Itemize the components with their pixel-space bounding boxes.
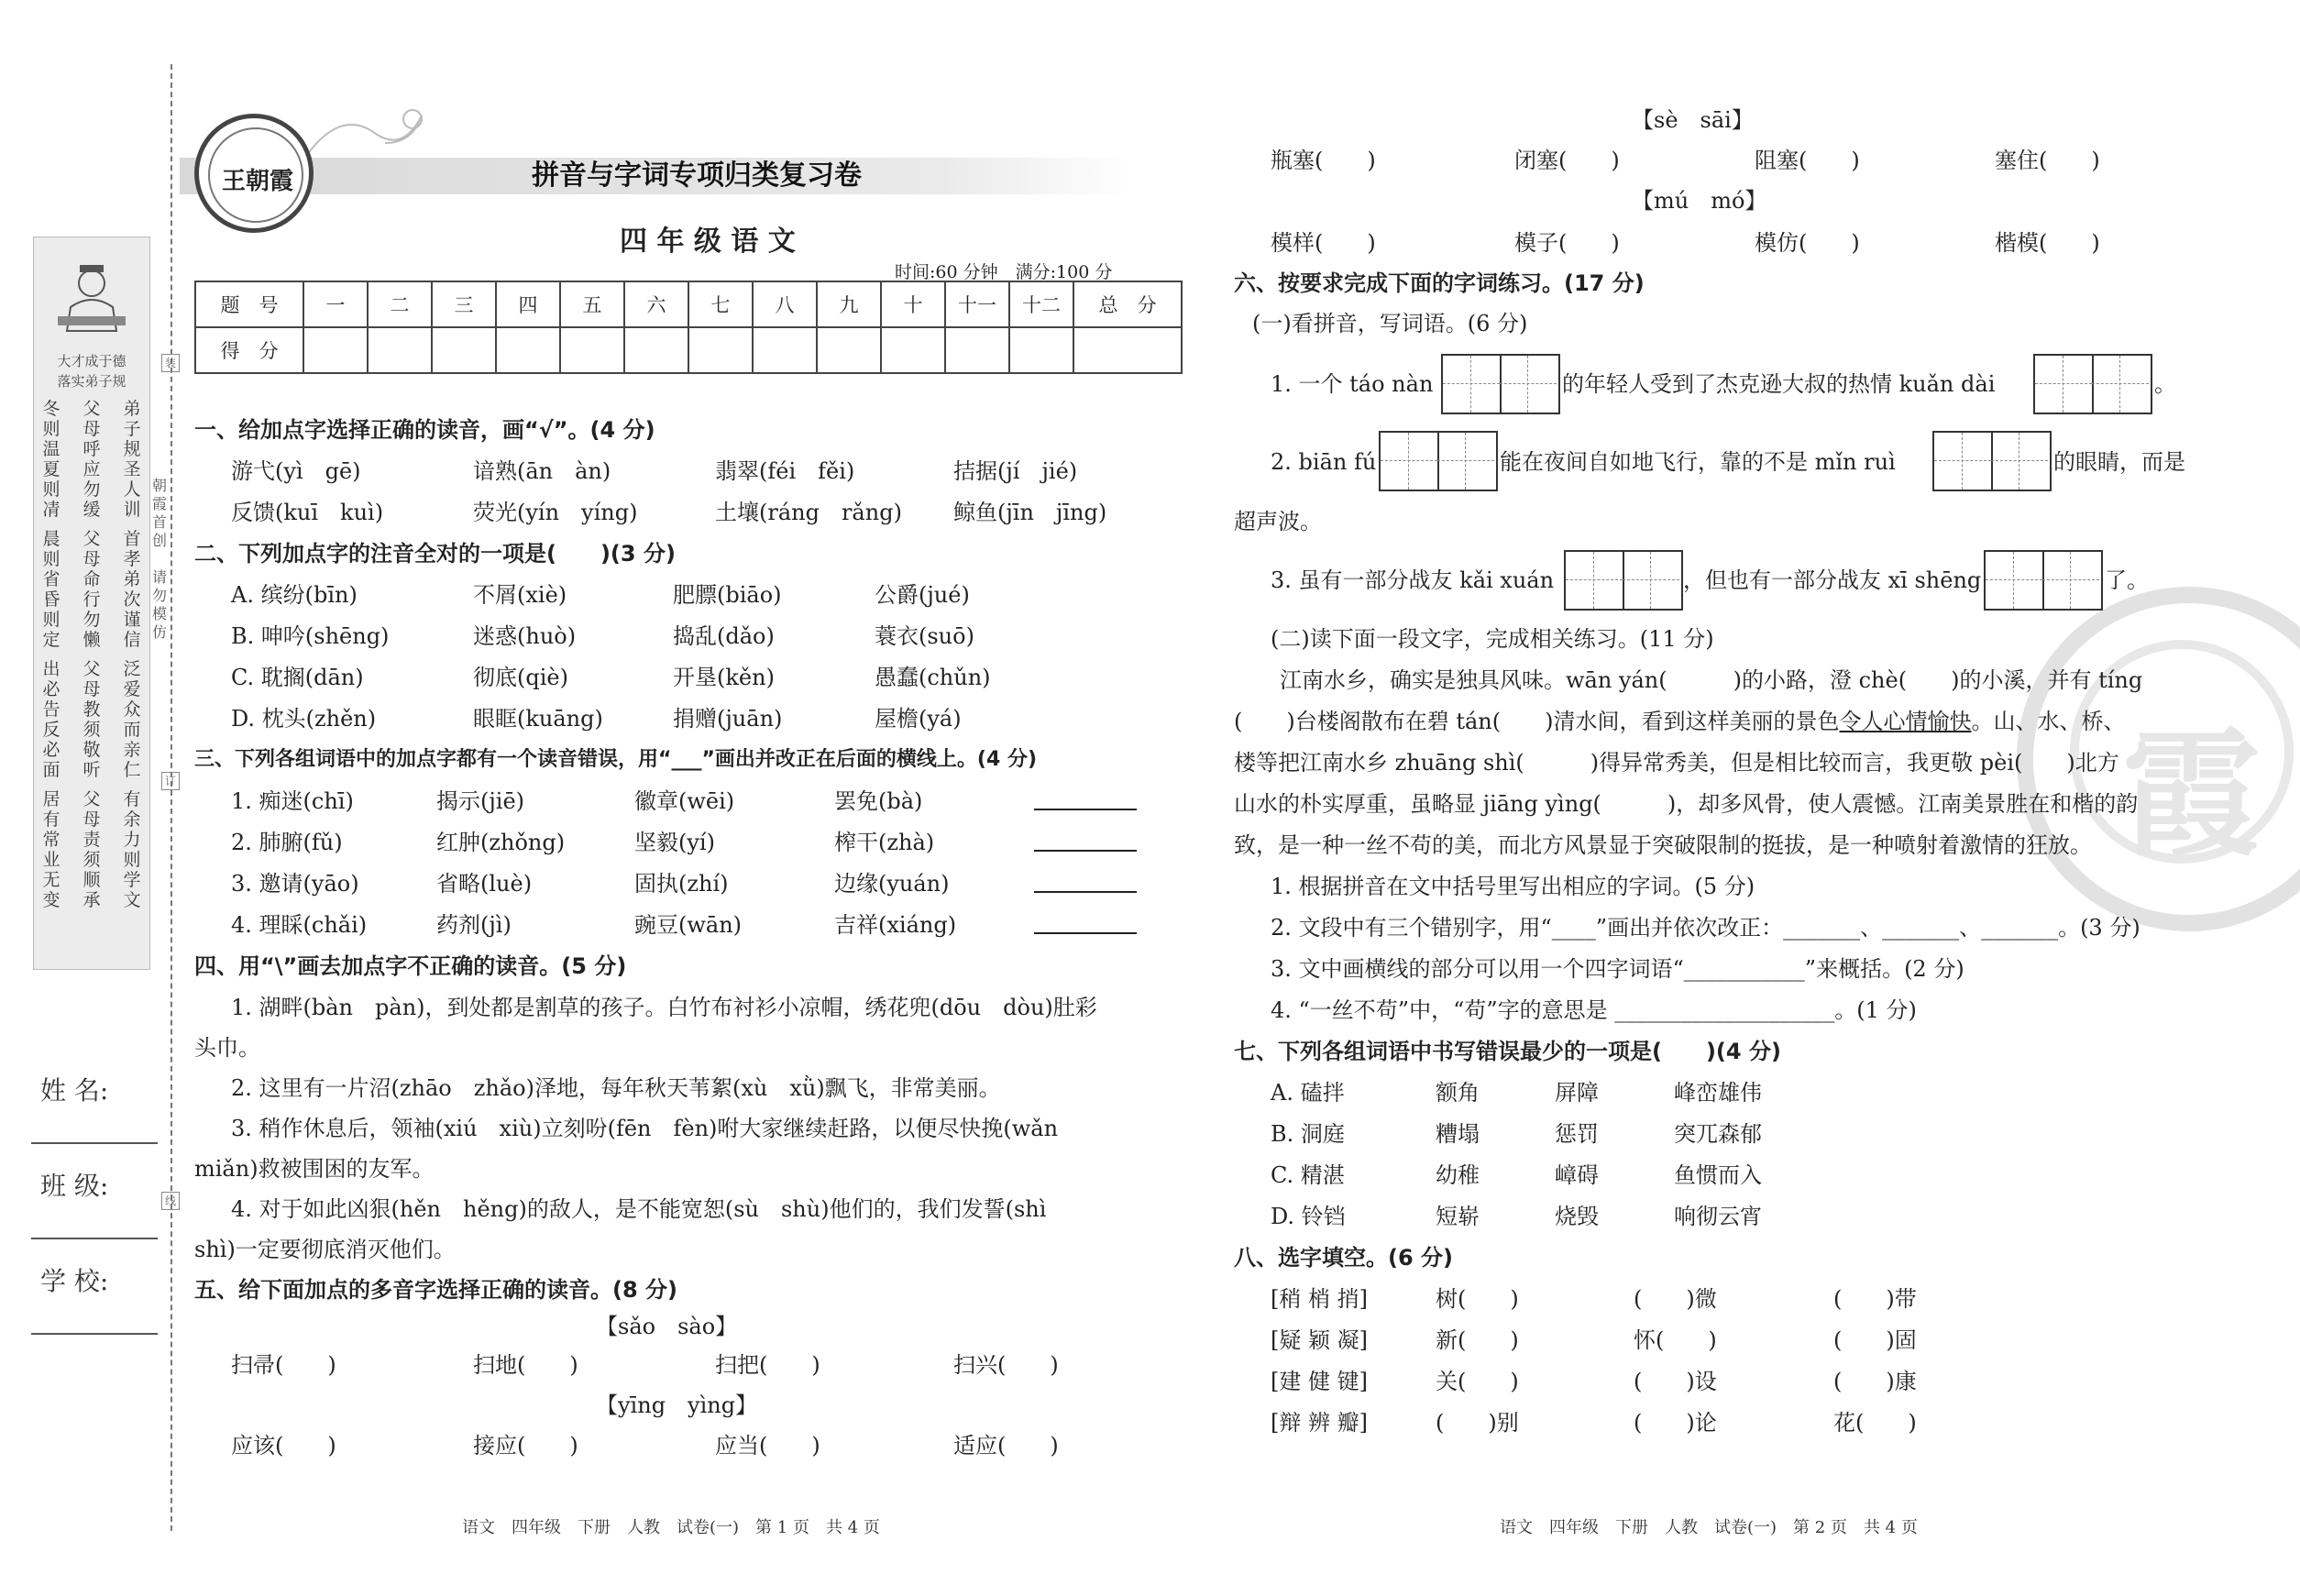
q8-blank: ( )别: [1436, 1410, 1519, 1436]
sidebar-caption-1: 大才成于德: [57, 353, 127, 369]
q2-option: 眼眶(kuāng): [473, 706, 603, 732]
score-cell[interactable]: [368, 327, 432, 373]
q7-option: A. 磕拌: [1271, 1080, 1345, 1106]
q4-line: 头巾。: [194, 1035, 260, 1061]
q3-item: 3. 邀请(yāo): [231, 871, 359, 897]
q5-item: 模子( ): [1514, 230, 1620, 256]
q3-item: 吉祥(xiáng): [834, 912, 957, 938]
q5-item: 模样( ): [1271, 230, 1376, 256]
q5-group-head: 【sè sāi】: [1632, 107, 1754, 133]
q2-option: D. 枕头(zhěn): [231, 706, 377, 732]
score-cell[interactable]: [624, 327, 688, 373]
q8-blank: 树( ): [1436, 1286, 1519, 1312]
page-footer-right: 语文 四年级 下册 人教 试卷(一) 第 2 页 共 4 页: [1500, 1518, 1918, 1537]
answer-line[interactable]: [1034, 809, 1137, 810]
name-line[interactable]: [31, 1142, 158, 1144]
score-table: [194, 281, 1183, 374]
sidebar-verse: 泛爱众而亲仁: [123, 659, 141, 780]
q2-title: 二、下列加点字的注音全对的一项是( )(3 分): [194, 541, 676, 567]
q8-blank: 花( ): [1833, 1410, 1917, 1436]
q2-option: 不屑(xiè): [473, 582, 567, 608]
q5-item: 接应( ): [473, 1433, 578, 1458]
q5-item: 扫把( ): [715, 1352, 820, 1378]
sidebar-verse: 冬则温夏则凊: [42, 399, 61, 520]
q5-item: 瓶塞( ): [1271, 148, 1376, 173]
pinyin-answer-grid[interactable]: [1564, 550, 1683, 611]
score-header-cell: 八: [753, 281, 817, 327]
q5-item: 适应( ): [953, 1433, 1059, 1458]
q1-item: 谙熟(ān àn): [473, 458, 611, 484]
q2-option: 蓑衣(suō): [875, 623, 974, 649]
passage-line: 江南水乡，确实是独具风味。wān yán( )的小路，澄 chè( )的小溪，并有 tíng: [1280, 667, 2143, 693]
q6-subquestion: 2. 文段中有三个错别字，用“____”画出并依次改正：_______、_______、_______。(3 分): [1271, 915, 2140, 941]
q7-option: 额角: [1436, 1080, 1480, 1106]
pinyin-answer-grid[interactable]: [1932, 431, 2052, 491]
score-header-cell: 三: [432, 281, 496, 327]
q2-option: 迷惑(huò): [473, 623, 577, 649]
q3-item: 边缘(yuán): [834, 871, 950, 897]
q2-option: 开垦(kěn): [673, 665, 775, 690]
score-header-cell: 四: [496, 281, 560, 327]
q2-option: A. 缤纷(bīn): [231, 582, 358, 608]
q4-line: 2. 这里有一片沼(zhāo zhǎo)泽地，每年秋天苇絮(xù xǜ)飘飞，非常美丽。: [231, 1075, 1001, 1101]
school-label: 学 校:: [40, 1266, 109, 1296]
class-label: 班 级:: [40, 1171, 109, 1201]
q6-line2-c: 的眼睛，而是: [2053, 449, 2185, 475]
q8-blank: ( )固: [1833, 1327, 1917, 1353]
sidebar-caption-2: 落实弟子规: [57, 373, 127, 390]
passage-line: 致，是一种一丝不苟的美，而北方风景显于突破限制的挺拔，是一种喷射着激情的狂放。: [1234, 832, 2092, 858]
q7-title: 七、下列各组词语中书写错误最少的一项是( )(4 分): [1234, 1039, 1781, 1064]
q3-item: 徽章(wēi): [634, 788, 735, 814]
q7-option: B. 洞庭: [1271, 1121, 1345, 1147]
q6-part1-title: (一)看拼音，写词语。(6 分): [1252, 311, 1528, 336]
pinyin-answer-grid[interactable]: [1379, 431, 1498, 491]
q5-item: 模仿( ): [1755, 230, 1860, 256]
q2-option: 肥膘(biāo): [673, 582, 782, 608]
score-header-cell: 十二: [1009, 281, 1073, 327]
q6-line2-a: 2. biān fú: [1271, 449, 1377, 475]
pinyin-answer-grid[interactable]: [1984, 550, 2103, 611]
page-footer-left: 语文 四年级 下册 人教 试卷(一) 第 1 页 共 4 页: [462, 1518, 880, 1537]
q8-title: 八、选字填空。(6 分): [1234, 1245, 1453, 1271]
score-cell[interactable]: [1009, 327, 1073, 373]
q3-item: 红肿(zhǒng): [436, 830, 566, 855]
q2-option: 捣乱(dǎo): [673, 623, 775, 649]
sidebar-verse: 弟子规圣人训: [123, 399, 141, 520]
q7-option: 烧毁: [1555, 1204, 1599, 1229]
q6-line3-b: ，但也有一部分战友 xī shēng: [1683, 567, 1982, 593]
score-cell[interactable]: [881, 327, 945, 373]
q6-line3-a: 3. 虽有一部分战友 kǎi xuán: [1271, 567, 1555, 593]
q5-group-head: 【yīng yìng】: [596, 1392, 758, 1418]
q3-item: 药剂(jì): [436, 912, 512, 938]
score-header-cell: 十: [881, 281, 945, 327]
q7-option: 屏障: [1555, 1080, 1599, 1106]
scholar-illustration: [52, 252, 131, 344]
score-header-cell: 五: [560, 281, 624, 327]
q6-line1-b: 的年轻人受到了杰克逊大叔的热情 kuǎn dài: [1562, 371, 1996, 397]
q8-blank: 新( ): [1436, 1327, 1519, 1353]
score-header-cell: 题 号: [195, 281, 303, 327]
q6-part2-title: (二)读下面一段文字，完成相关练习。(11 分): [1271, 626, 1714, 652]
score-cell[interactable]: [560, 327, 624, 373]
score-header-cell: 二: [368, 281, 432, 327]
q4-line: 3. 稍作休息后，领袖(xiú xiù)立刻吩(fēn fèn)咐大家继续赶路，以便尽快挽(wǎn: [231, 1116, 1059, 1141]
q3-item: 罢免(bà): [834, 788, 923, 814]
q5-item: 扫地( ): [473, 1352, 578, 1378]
q7-option: 惩罚: [1555, 1121, 1599, 1147]
q8-blank: 怀( ): [1634, 1327, 1717, 1353]
q4-line: shì)一定要彻底消灭他们。: [194, 1237, 456, 1262]
q5-item: 扫兴( ): [953, 1352, 1059, 1378]
q5-group-head: 【sǎo sào】: [596, 1314, 738, 1339]
q2-option: 屋檐(yá): [875, 706, 962, 732]
q1-item: 鲸鱼(jīn jīng): [953, 500, 1107, 525]
q5-item: 闭塞( ): [1514, 148, 1620, 173]
q1-title: 一、给加点字选择正确的读音，画“√”。(4 分): [194, 417, 655, 443]
q7-option: 峰峦雄伟: [1674, 1080, 1762, 1106]
q2-option: C. 耽搁(dān): [231, 665, 364, 690]
q8-blank: ( )微: [1634, 1286, 1717, 1312]
q5-item: 塞住( ): [1995, 148, 2100, 173]
q7-option: D. 铃铛: [1271, 1204, 1346, 1229]
q3-item: 1. 痴迷(chī): [231, 788, 354, 814]
q1-item: 翡翠(féi fěi): [715, 458, 855, 484]
q1-item: 拮据(jí jié): [953, 458, 1078, 484]
q4-line: miǎn)救被围困的友军。: [194, 1156, 435, 1182]
paper-title: 拼音与字词专项归类复习卷: [532, 160, 862, 192]
sidebar-verse: 父母教须敬听: [83, 659, 101, 780]
q1-item: 荧光(yín yíng): [473, 500, 638, 525]
q8-blank: 关( ): [1436, 1369, 1519, 1394]
underlined-phrase: 令人心情愉快: [1839, 709, 1972, 734]
score-header-cell: 一: [303, 281, 368, 327]
q6-line1-c: 。: [2154, 371, 2176, 397]
score-header-cell: 九: [817, 281, 881, 327]
score-cell[interactable]: [303, 327, 368, 373]
q3-item: 固执(zhí): [634, 871, 729, 897]
q3-item: 2. 肺腑(fǔ): [231, 830, 343, 855]
passage-line: 楼等把江南水乡 zhuāng shì( )得异常秀美，但是相比较而言，我更敬 pèi( )北方: [1234, 750, 2119, 776]
q1-item: 反馈(kuī kuì): [231, 500, 384, 525]
score-header-cell: 十一: [945, 281, 1009, 327]
sidebar-verse: 父母责须顺承: [83, 789, 101, 910]
q7-option: 突兀森郁: [1674, 1121, 1762, 1147]
score-cell[interactable]: [945, 327, 1009, 373]
q6-line2-b: 能在夜间自如地飞行，靠的不是 mǐn ruì: [1500, 449, 1896, 475]
score-cell[interactable]: [1073, 327, 1182, 373]
sidebar-verse: 首孝弟次谨信: [123, 529, 141, 650]
q2-option: B. 呻吟(shēng): [231, 623, 390, 649]
q6-subquestion: 4. “一丝不苟”中，“苟”字的意思是 ____________________。(1 分): [1271, 997, 1917, 1023]
pinyin-answer-grid[interactable]: [1441, 354, 1560, 414]
paper-subtitle: 四 年 级 语 文: [620, 226, 796, 258]
score-cell[interactable]: [496, 327, 560, 373]
q5-title: 五、给下面加点的多音字选择正确的读音。(8 分): [194, 1277, 677, 1303]
q7-option: 嶂碍: [1555, 1162, 1599, 1188]
q6-subquestion: 3. 文中画横线的部分可以用一个四字词语“___________”来概括。(2 分): [1271, 956, 1964, 982]
q7-option: 糟塌: [1436, 1121, 1480, 1147]
binding-mark: 订: [161, 772, 180, 790]
q3-item: 榨干(zhà): [834, 830, 935, 855]
score-cell[interactable]: [432, 327, 496, 373]
q4-title: 四、用“\”画去加点字不正确的读音。(5 分): [194, 953, 627, 979]
q8-blank: ( )论: [1634, 1410, 1717, 1436]
score-cell[interactable]: [817, 327, 881, 373]
q1-item: 游弋(yì gē): [231, 458, 361, 484]
q1-item: 土壤(ráng rǎng): [715, 500, 902, 525]
q7-option: C. 精湛: [1271, 1162, 1345, 1188]
score-row-label: 得 分: [195, 327, 303, 373]
side-label: 朝霞首创: [152, 477, 168, 549]
q8-blank: ( )带: [1833, 1286, 1917, 1312]
q8-choices: [辩 辨 瓣]: [1271, 1410, 1368, 1436]
q5-item: 应当( ): [715, 1433, 820, 1458]
sidebar-verse: 父母命行勿懒: [83, 529, 101, 650]
score-cell[interactable]: [688, 327, 753, 373]
q5-item: 楷模( ): [1995, 230, 2100, 256]
q5-item: 应该( ): [231, 1433, 336, 1458]
name-label: 姓 名:: [40, 1075, 109, 1106]
q5-item: 阻塞( ): [1755, 148, 1860, 173]
q6-line1-a: 1. 一个 táo nàn: [1271, 371, 1434, 397]
score-header-cell: 七: [688, 281, 753, 327]
binding-dashed-line: [171, 64, 172, 1531]
class-line[interactable]: [31, 1238, 158, 1239]
q7-option: 短崭: [1436, 1204, 1480, 1229]
q6-line2-d: 超声波。: [1234, 509, 1322, 534]
sidebar-verse: 晨则省昏则定: [42, 529, 61, 650]
answer-line[interactable]: [1034, 850, 1137, 852]
q2-option: 公爵(jué): [875, 582, 970, 608]
q4-line: 1. 湖畔(bàn pàn)，到处都是割草的孩子。白竹布衬衫小凉帽，绣花兜(dōu dòu)肚彩: [231, 995, 1097, 1020]
q8-blank: ( )康: [1833, 1369, 1917, 1394]
binding-mark: 装: [161, 354, 180, 372]
q3-title: 三、下列各组词语中的加点字都有一个读音错误，用“___”画出并改正在后面的横线上。(4 分): [194, 748, 1037, 771]
passage-line: ( )台楼阁散布在碧 tán( )清水间，看到这样美丽的景色令人心情愉快。山、水、桥、: [1234, 709, 2126, 734]
sidebar-verse: 居有常业无变: [42, 789, 61, 910]
q2-option: 彻底(qiè): [473, 665, 568, 690]
passage-line: 山水的朴实厚重，虽略显 jiāng yìng( )，却多风骨，使人震憾。江南美景胜在和楷的韵: [1234, 791, 2139, 817]
q2-option: 愚蠢(chǔn): [875, 665, 991, 690]
side-label: 请勿模仿: [152, 568, 168, 641]
q3-item: 坚毅(yí): [634, 830, 715, 855]
q8-choices: [建 健 键]: [1271, 1369, 1368, 1394]
score-cell[interactable]: [753, 327, 817, 373]
q6-subquestion: 1. 根据拼音在文中括号里写出相应的字词。(5 分): [1271, 874, 1755, 899]
answer-line[interactable]: [1034, 932, 1137, 934]
sidebar-verse: 出必告反必面: [42, 659, 61, 780]
q7-option: 响彻云宵: [1674, 1204, 1762, 1229]
score-header-cell: 总 分: [1073, 281, 1182, 327]
q5-group-head: 【mú mó】: [1632, 188, 1767, 214]
q6-line3-c: 了。: [2105, 567, 2149, 593]
score-header-cell: 六: [624, 281, 688, 327]
q8-blank: ( )设: [1634, 1369, 1717, 1394]
q6-title: 六、按要求完成下面的字词练习。(17 分): [1234, 270, 1645, 296]
answer-line[interactable]: [1034, 891, 1137, 893]
watermark-stamp: 霞: [2017, 587, 2300, 931]
q2-option: 捐赠(juān): [673, 706, 783, 732]
q8-choices: [稍 梢 捎]: [1271, 1286, 1368, 1312]
q7-option: 幼稚: [1436, 1162, 1480, 1188]
q3-item: 省略(luè): [436, 871, 533, 897]
pinyin-answer-grid[interactable]: [2033, 354, 2152, 414]
sidebar-verse: 有余力则学文: [123, 789, 141, 910]
q5-item: 扫帚( ): [231, 1352, 336, 1378]
q8-choices: [疑 颖 凝]: [1271, 1327, 1368, 1353]
q7-option: 鱼惯而入: [1674, 1162, 1762, 1188]
brand-logo: 王朝霞: [194, 114, 314, 233]
sidebar-verse: 父母呼应勿缓: [83, 399, 101, 520]
q3-item: 豌豆(wān): [634, 912, 743, 938]
binding-mark: 线: [161, 1192, 180, 1210]
q3-item: 揭示(jiē): [436, 788, 525, 814]
q4-line: 4. 对于如此凶狠(hěn hěng)的敌人，是不能宽恕(sù shù)他们的，我们发誓(shì: [231, 1196, 1047, 1222]
sidebar-panel: [33, 237, 150, 970]
time-score-info: 时间:60 分钟 满分:100 分: [895, 262, 1113, 282]
school-line[interactable]: [31, 1333, 158, 1335]
q3-item: 4. 理睬(chǎi): [231, 912, 368, 938]
